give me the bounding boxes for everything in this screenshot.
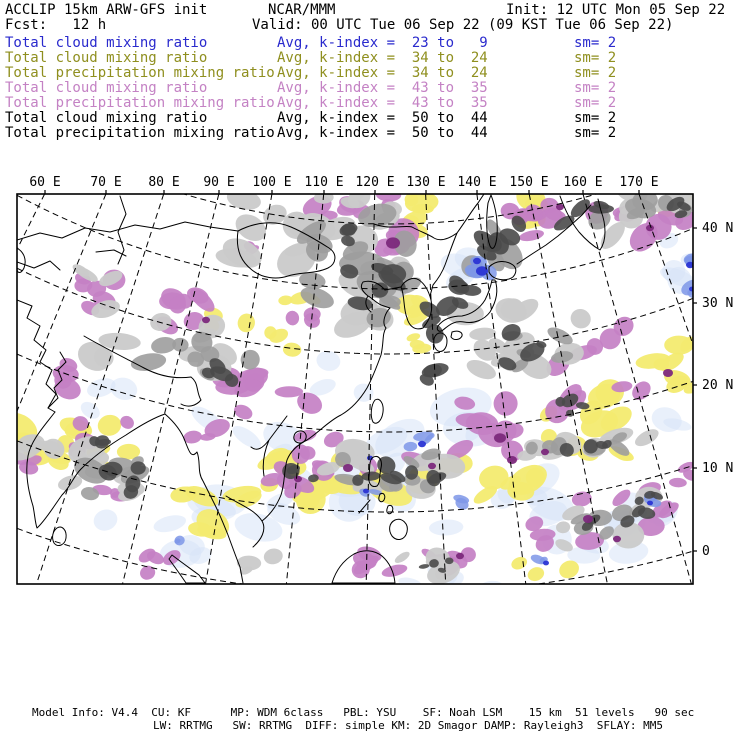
- lon-axis-label: 140 E: [457, 175, 497, 190]
- legend-k-index-value: Avg, k-index = 34 to 24: [277, 65, 488, 81]
- legend-k-index-value: Avg, k-index = 50 to 44: [277, 125, 488, 141]
- legend-field-label: Total cloud mixing ratio: [5, 50, 208, 66]
- lon-axis-label: 100 E: [252, 175, 292, 190]
- legend-k-index-value: Avg, k-index = 34 to 24: [277, 50, 488, 66]
- init-time-label: Init: 12 UTC Mon 05 Sep 22: [506, 2, 726, 18]
- lat-axis-label: 30 N: [702, 296, 734, 311]
- lon-axis-label: 170 E: [619, 175, 659, 190]
- lon-axis-label: 70 E: [90, 175, 122, 190]
- legend-k-index-value: Avg, k-index = 43 to 35: [277, 95, 488, 111]
- lon-axis-label: 130 E: [406, 175, 446, 190]
- legend-smoothing-value: sm= 2: [574, 95, 617, 111]
- lon-axis-label: 160 E: [563, 175, 603, 190]
- lon-axis-label: 80 E: [148, 175, 180, 190]
- lat-axis-label: 10 N: [702, 461, 734, 476]
- legend-k-index-value: Avg, k-index = 23 to 9: [277, 35, 488, 51]
- legend-field-label: Total precipitation mixing ratio: [5, 65, 275, 81]
- map-inner: [0, 121, 740, 595]
- lon-axis-label: 110 E: [304, 175, 344, 190]
- legend-smoothing-value: sm= 2: [574, 125, 617, 141]
- lon-axis-label: 90 E: [203, 175, 235, 190]
- cloud-precip-overlay: [0, 170, 722, 594]
- legend-k-index-value: Avg, k-index = 43 to 35: [277, 80, 488, 96]
- lon-axis-label: 150 E: [509, 175, 549, 190]
- legend-smoothing-value: sm= 2: [574, 50, 617, 66]
- legend-k-index-value: Avg, k-index = 50 to 44: [277, 110, 488, 126]
- legend-field-label: Total cloud mixing ratio: [5, 35, 208, 51]
- legend-field-label: Total precipitation mixing ratio: [5, 95, 275, 111]
- lat-axis-label: 20 N: [702, 378, 734, 393]
- lat-axis-label: 40 N: [702, 221, 734, 236]
- legend-smoothing-value: sm= 2: [574, 35, 617, 51]
- lon-axis-label: 60 E: [29, 175, 61, 190]
- lon-axis-label: 120 E: [355, 175, 395, 190]
- lat-axis-label: 0: [702, 544, 710, 559]
- org-label: NCAR/MMM: [268, 2, 336, 18]
- model-info-line: Model Info: V4.4 CU: KF MP: WDM 6class PBL: YSU SF: Noah LSM 15 km 51 levels 90 sec: [32, 706, 695, 719]
- valid-time-label: Valid: 00 UTC Tue 06 Sep 22 (09 KST Tue 06 Sep 22): [252, 17, 674, 33]
- forecast-hour-label: Fcst: 12 h: [5, 17, 107, 33]
- legend-smoothing-value: sm= 2: [574, 80, 617, 96]
- legend-field-label: Total cloud mixing ratio: [5, 110, 208, 126]
- legend-field-label: Total precipitation mixing ratio: [5, 125, 275, 141]
- legend-smoothing-value: sm= 2: [574, 110, 617, 126]
- physics-config-line: LW: RRTMG SW: RRTMG DIFF: simple KM: 2D Smagor DAMP: Rayleigh3 SFLAY: MM5: [153, 719, 663, 732]
- legend-smoothing-value: sm= 2: [574, 65, 617, 81]
- legend-field-label: Total cloud mixing ratio: [5, 80, 208, 96]
- model-title: ACCLIP 15km ARW-GFS init: [5, 2, 208, 18]
